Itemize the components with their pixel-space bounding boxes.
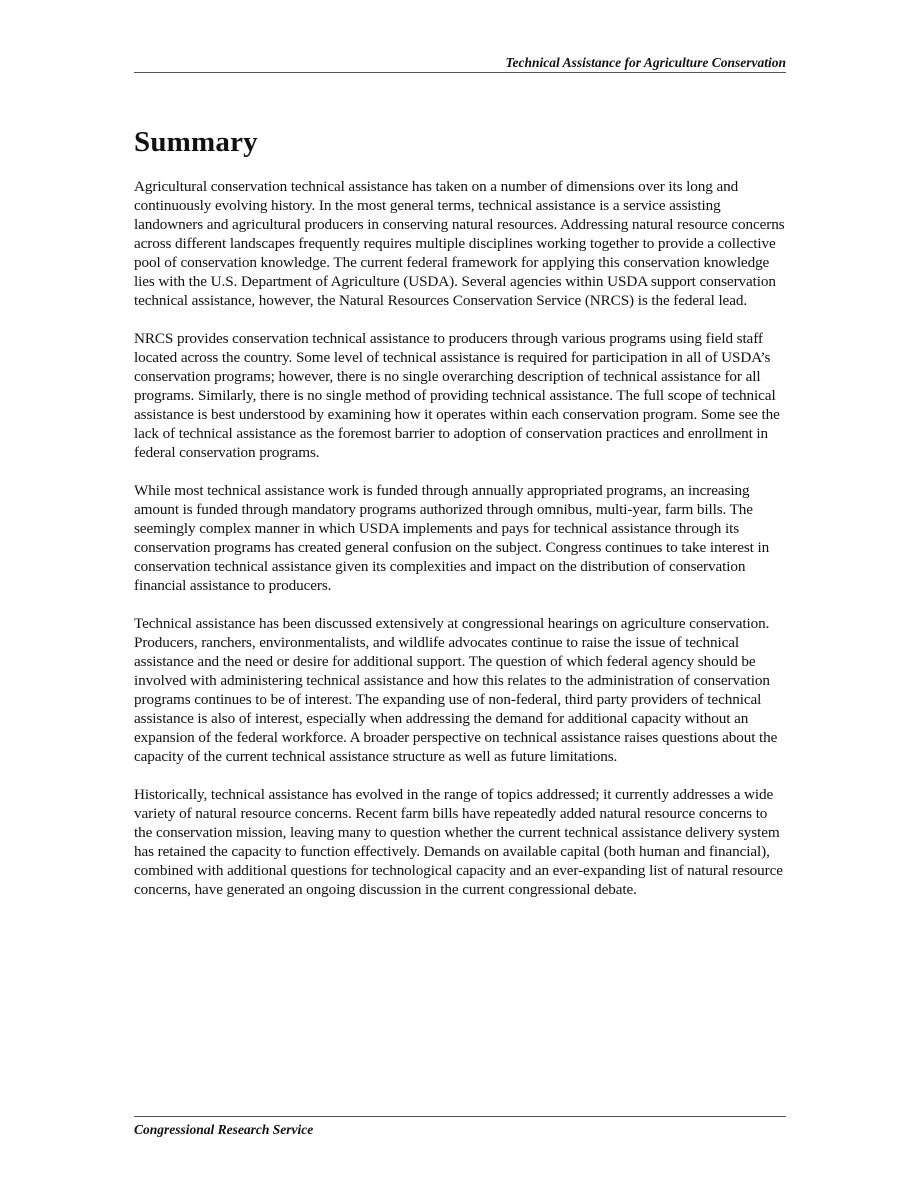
page-title: Summary — [134, 126, 258, 158]
footer-publisher: Congressional Research Service — [134, 1122, 314, 1137]
running-footer — [134, 1116, 786, 1138]
paragraph: NRCS provides conservation technical assistance to producers through various programs using field staff located across the country. Some level of technical assistance is required for participation in all of USDA’s conservation programs; however, there is no single overarching description of technical assistance for all programs. Similarly, there is no single method of providing technical assistance. The full scope of technical assistance is best understood by examining how it operates within each conservation program. Some see the lack of technical assistance as the foremost barrier to adoption of conservation practices and enrollment in federal conservation programs. — [134, 330, 780, 461]
paragraph: Technical assistance has been discussed extensively at congressional hearings on agriculture conservation. Producers, ranchers, environmentalists, and wildlife advocates continue to raise the issue of technical assistance and the need or desire for additional support. The question of which federal agency should be involved with administering technical assistance and how this relates to the administration of conservation programs continues to be of interest. The expanding use of non-federal, third party providers of technical assistance is also of interest, especially when addressing the demand for additional capacity without an expansion of the federal workforce. A broader perspective on technical assistance raises questions about the capacity of the current technical assistance structure as well as future limitations. — [134, 615, 778, 765]
running-header — [134, 54, 786, 73]
paragraph: While most technical assistance work is funded through annually appropriated programs, an increasing amount is funded through mandatory programs authorized through omnibus, multi-year, farm bills. The seemingly complex manner in which USDA implements and pays for technical assistance through its conservation programs has created general confusion on the subject. Congress continues to take interest in conservation technical assistance given its complexities and impact on the distribution of conservation financial assistance to producers. — [134, 482, 770, 594]
paragraph: Agricultural conservation technical assistance has taken on a number of dimensions over its long and continuously evolving history. In the most general terms, technical assistance is a service assisting landowners and agricultural producers in conserving natural resources. Addressing natural resource concerns across different landscapes frequently requires multiple disciplines working together to provide a collective pool of conservation knowledge. The current federal framework for applying this conservation knowledge lies with the U.S. Department of Agriculture (USDA). Several agencies within USDA support conservation technical assistance, however, the Natural Resources Conservation Service (NRCS) is the federal lead. — [134, 178, 785, 309]
paragraph: Historically, technical assistance has evolved in the range of topics addressed; it currently addresses a wide variety of natural resource concerns. Recent farm bills have repeatedly added natural resource concerns to the conservation mission, leaving many to question whether the current technical assistance delivery system has retained the capacity to function effectively. Demands on available capital (both human and financial), combined with additional questions for technological capacity and an ever-expanding list of natural resource concerns, have generated an ongoing discussion in the current congressional debate. — [134, 786, 783, 898]
running-header-title: Technical Assistance for Agriculture Conservation — [505, 55, 786, 70]
summary-body — [134, 177, 786, 918]
